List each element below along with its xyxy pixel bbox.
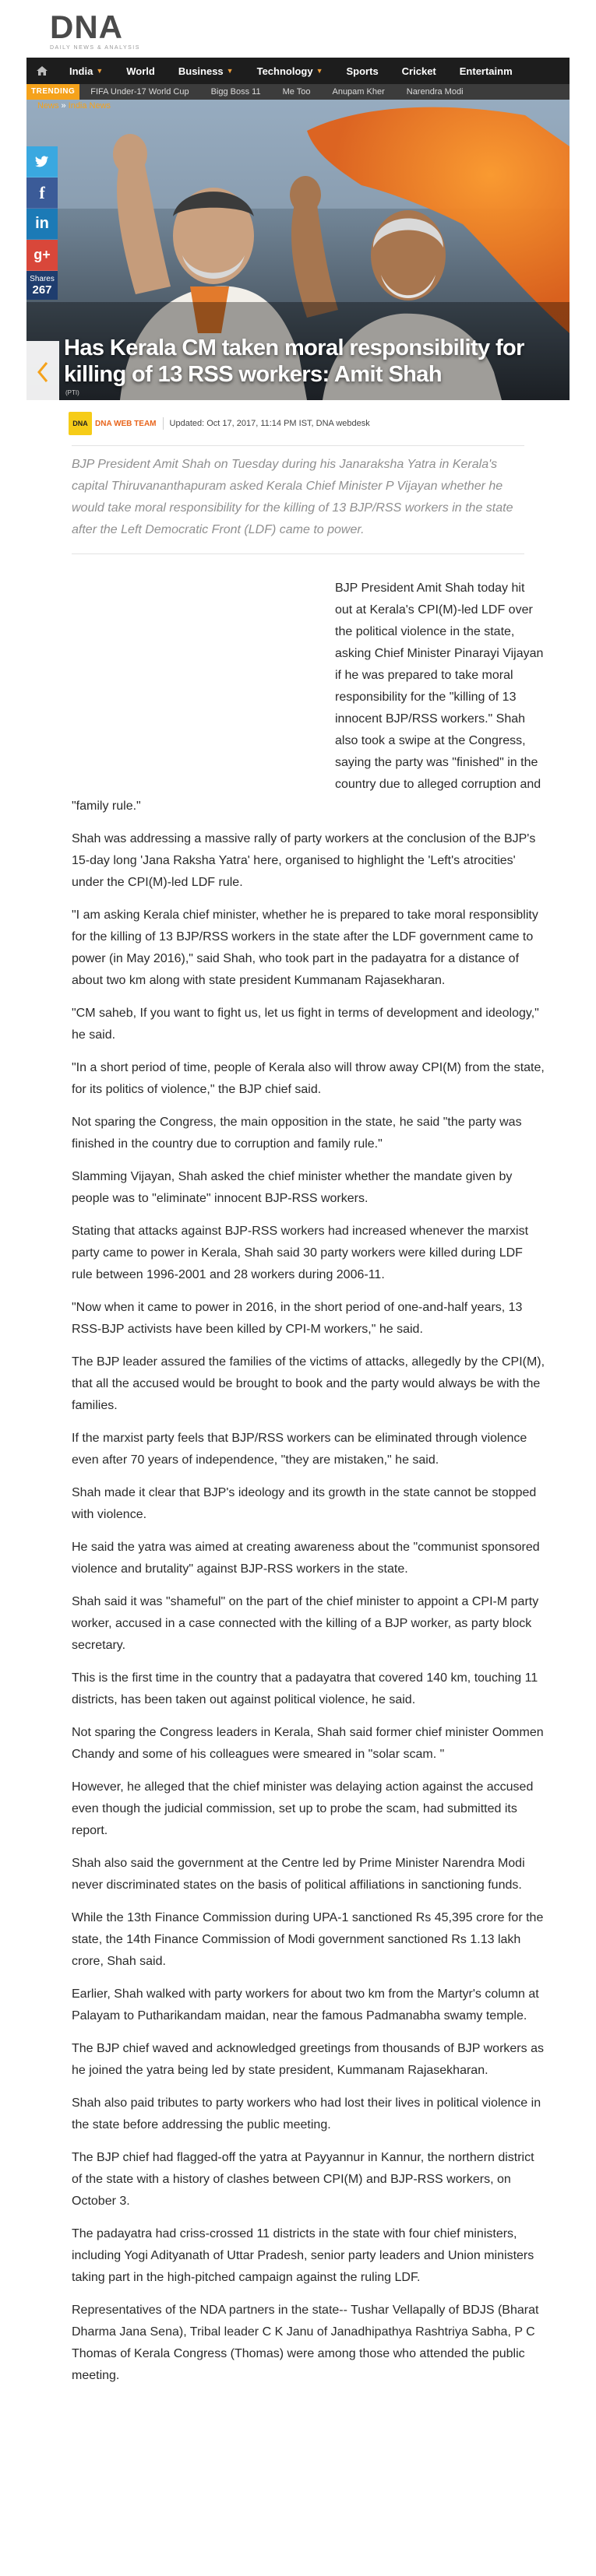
linkedin-icon[interactable]: in: [26, 209, 58, 240]
nav-label: Business: [178, 65, 224, 77]
nav-label: Cricket: [401, 65, 436, 77]
shares-label: Shares: [30, 275, 55, 283]
nav-item-india[interactable]: [58, 58, 115, 84]
share-count: [26, 271, 58, 300]
article-paragraph: Shah also said the government at the Centre led by Prime Minister Narendra Modi never discriminated states on the basis of political affiliations in sanctioning funds.: [72, 1857, 525, 1892]
article-paragraph: The BJP chief waved and acknowledged greetings from thousands of BJP workers as he joined the yatra being led by state president, Kummanam Rajasekharan.: [72, 2042, 544, 2077]
article-paragraph: This is the first time in the country that a padayatra that covered 140 km, touching 11 districts, has been taken out against political violence, he said.: [72, 1671, 538, 1706]
article-paragraph: However, he alleged that the chief minister was delaying action against the accused even though the judicial commission, set up to probe the scam, had submitted its report.: [72, 1780, 534, 1837]
home-icon[interactable]: [26, 58, 58, 84]
article-paragraph: Not sparing the Congress, the main opposition in the state, he said "the party was finished in the country due to corruption and family rule.": [72, 1116, 522, 1151]
chevron-down-icon: ▼: [316, 67, 323, 75]
article-body: [72, 578, 545, 2387]
nav-label: Technology: [256, 65, 313, 77]
meta-divider: [163, 417, 164, 430]
nav-label: Sports: [346, 65, 379, 77]
article-paragraph: Shah said it was "shameful" on the part of the chief minister to appoint a CPI-M party worker, accused in a case connected with the killing of a BJP worker, as party block secretary.: [72, 1595, 539, 1652]
article-paragraph: The padayatra had criss-crossed 11 districts in the state with four chief ministers, including Yogi Adityanath of Uttar Pradesh, senior party leaders and Union ministers taking part in the high-pitched campaign against the ruling LDF.: [72, 2227, 534, 2284]
author-avatar: [69, 412, 92, 435]
nav-item-technology[interactable]: [245, 58, 335, 84]
trending-bar: [26, 84, 570, 100]
social-share-bar: [26, 146, 58, 300]
trending-item[interactable]: Me Too: [282, 87, 311, 97]
article-paragraph: He said the yatra was aimed at creating awareness about the "communist sponsored violence and brutality" against BJP-RSS workers in the state.: [72, 1541, 540, 1576]
article-paragraph: While the 13th Finance Commission during UPA-1 sanctioned Rs 45,395 crore for the state, the 14th Finance Commission of Modi government sanctioned Rs 1.13 lakh crore, Shah said.: [72, 1911, 544, 1968]
previous-article-arrow[interactable]: [26, 341, 59, 400]
article-paragraph: Shah also paid tributes to party workers who had lost their lives in political violence in the state before addressing the public meeting.: [72, 2096, 541, 2131]
trending-item[interactable]: FIFA Under-17 World Cup: [90, 87, 189, 97]
image-credit: (PTI): [65, 389, 79, 396]
article-paragraph: Representatives of the NDA partners in the state-- Tushar Vellapally of BDJS (Bharat Dharma Jana Sena), Tribal leader C K Janu of Janadhipathya Rashtriya Sabha, P C Thomas of Kerala Congress (Thomas) were among those who attended the public meeting.: [72, 2304, 539, 2382]
article-paragraph: The BJP chief had flagged-off the yatra at Payyannur in Kannur, the northern district of the state with a history of clashes between CPI(M) and BJP-RSS workers, on October 3.: [72, 2151, 534, 2208]
nav-label: World: [126, 65, 155, 77]
twitter-icon[interactable]: [26, 146, 58, 177]
article-paragraph: "I am asking Kerala chief minister, whether he is prepared to take moral responsiblity for the killing of 13 BJP/RSS workers in the state after the LDF government came to power (in May 2016)," said Shah, who took part in the padayatra for a distance of about two km along with state president Kummanam Rajasekharan.: [72, 908, 538, 987]
breadcrumb-news[interactable]: News: [37, 101, 59, 111]
ad-placeholder: [72, 578, 327, 792]
article-lede: BJP President Amit Shah on Tuesday during his Janaraksha Yatra in Kerala's capital Thiruvananthapuram asked Kerala Chief Minister P Vijayan whether he would take moral responsibility for the killing of 13 BJP/RSS workers in the state after the Left Democratic Front (LDF) came to power.: [72, 458, 513, 536]
trending-label: TRENDING: [26, 84, 79, 100]
article-paragraph: BJP President Amit Shah today hit out at Kerala's CPI(M)-led LDF over the political violence in the state, asking Chief Minister Pinarayi Vijayan if he was prepared to take moral responsibility for the "killing of 13 innocent BJP/RSS workers." Shah also took a swipe at the Congress, saying the party was "finished" in the country due to alleged corruption and "family rule.": [72, 582, 544, 813]
nav-label: India: [69, 65, 93, 77]
article-paragraph: Stating that attacks against BJP-RSS workers had increased whenever the marxist party came to power in Kerala, Shah said 30 party workers were killed during LDF rule between 1996-2001 and 28 workers during 2006-11.: [72, 1225, 529, 1281]
article-title: Has Kerala CM taken moral responsibility for killing of 13 RSS workers: Amit Shah: [64, 336, 524, 387]
nav-item-cricket[interactable]: [390, 58, 448, 84]
main-nav: [26, 58, 570, 84]
trending-item[interactable]: Narendra Modi: [406, 87, 464, 97]
article-paragraph: The BJP leader assured the families of the victims of attacks, allegedly by the CPI(M), that all the accused would be brought to book and the party would always be with the families.: [72, 1355, 545, 1412]
nav-item-sports[interactable]: [335, 58, 390, 84]
site-header: [0, 0, 596, 58]
divider: [72, 445, 524, 446]
breadcrumb-india-news[interactable]: India News: [68, 101, 111, 111]
updated-timestamp: Updated: Oct 17, 2017, 11:14 PM IST, DNA webdesk: [169, 419, 370, 428]
article-paragraph: "In a short period of time, people of Kerala also will throw away CPI(M) from the state, for its politics of violence," the BJP chief said.: [72, 1061, 545, 1096]
nav-item-world[interactable]: [115, 58, 167, 84]
author-badge-text: DNA: [72, 420, 88, 427]
chevron-down-icon: ▼: [226, 67, 234, 75]
nav-label: Entertainm: [459, 65, 513, 77]
logo-tagline: DAILY NEWS & ANALYSIS: [50, 45, 140, 51]
trending-item[interactable]: Anupam Kher: [332, 87, 385, 97]
trending-item[interactable]: Bigg Boss 11: [210, 87, 261, 97]
nav-item-entertainment[interactable]: [448, 58, 524, 84]
article-paragraph: Shah made it clear that BJP's ideology and its growth in the state cannot be stopped with violence.: [72, 1486, 537, 1521]
author-name[interactable]: DNA WEB TEAM: [95, 419, 157, 428]
article-paragraph: "CM saheb, If you want to fight us, let us fight in terms of development and ideology," he said.: [72, 1007, 539, 1042]
breadcrumb: [37, 101, 111, 111]
article-paragraph: Slamming Vijayan, Shah asked the chief minister whether the mandate given by people was to "eliminate" innocent BJP-RSS workers.: [72, 1170, 513, 1205]
chevron-down-icon: ▼: [96, 67, 104, 75]
article-meta: [69, 406, 596, 441]
article-paragraph: Not sparing the Congress leaders in Kerala, Shah said former chief minister Oommen Chandy and some of his colleagues were smeared in "solar scam. ": [72, 1726, 544, 1761]
dna-logo[interactable]: [50, 11, 140, 51]
article-paragraph: If the marxist party feels that BJP/RSS workers can be eliminated through violence even after 70 years of independence, "they are mistaken," he said.: [72, 1432, 527, 1467]
article-paragraph: "Now when it came to power in 2016, in the short period of one-and-half years, 13 RSS-BJP activists have been killed by CPI-M workers," he said.: [72, 1301, 523, 1336]
google-plus-icon[interactable]: g+: [26, 240, 58, 271]
article-paragraph: Shah was addressing a massive rally of party workers at the conclusion of the BJP's 15-day long 'Jana Raksha Yatra' here, organised to highlight the 'Left's atrocities' under the CPI(M)-led LDF rule.: [72, 832, 536, 889]
shares-number: 267: [32, 283, 52, 297]
breadcrumb-separator: »: [61, 101, 66, 111]
facebook-icon[interactable]: f: [26, 177, 58, 209]
article-paragraph: Earlier, Shah walked with party workers for about two km from the Martyr's column at Palayam to Putharikandam maidan, near the famous Padmanabha swamy temple.: [72, 1987, 539, 2022]
nav-item-business[interactable]: [167, 58, 245, 84]
logo-text: DNA: [50, 9, 123, 45]
hero-image: [26, 100, 570, 400]
